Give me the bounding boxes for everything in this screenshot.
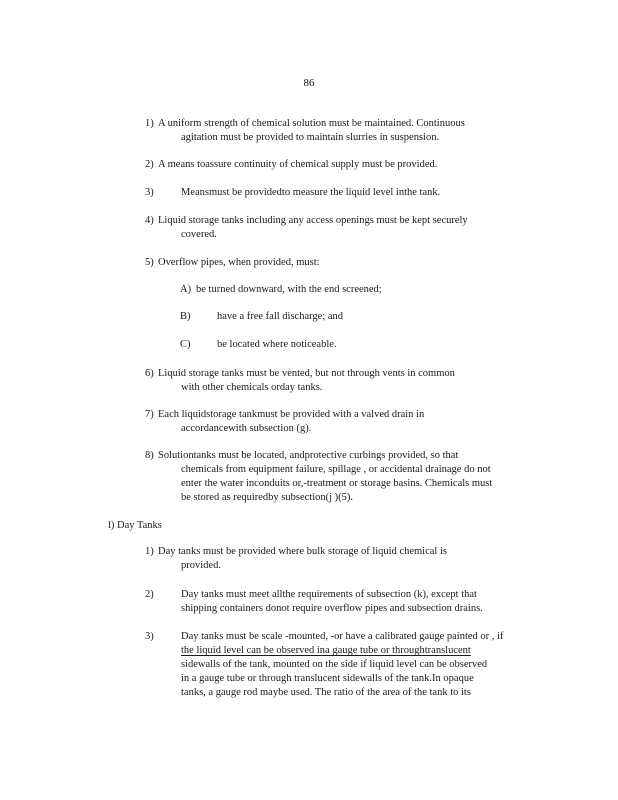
item-text: A uniform strength of chemical solution must be maintained. Continuous — [158, 118, 465, 129]
item-number: 3) — [145, 187, 154, 198]
item-text: enter the water inconduits or,-treatment or storage basins. Chemicals must — [181, 478, 493, 489]
item-number: B) — [180, 311, 191, 322]
item-number: 7) — [145, 409, 154, 420]
item-text: be turned downward, with the end screened; — [196, 284, 382, 295]
list-item — [145, 367, 455, 395]
item-number: 1) — [145, 118, 154, 129]
item-number: 2) — [145, 159, 154, 170]
list-item — [145, 545, 447, 573]
list-item — [145, 630, 503, 700]
item-text: A means toassure continuity of chemical supply must be provided. — [158, 159, 438, 170]
item-text: have a free fall discharge; and — [217, 311, 344, 322]
list-item — [145, 186, 440, 200]
item-text: Day tanks must be scale -mounted, -or have a calibrated gauge painted or , if — [181, 631, 504, 642]
item-number: 1) — [145, 546, 154, 557]
item-text: be stored as requiredby subsection(j )(5). — [181, 492, 354, 503]
section-heading: l) Day Tanks — [108, 520, 162, 531]
item-number: C) — [180, 339, 191, 350]
item-text: Liquid storage tanks including any access openings must be kept securely — [158, 215, 468, 226]
item-text: Liquid storage tanks must be vented, but not through vents in common — [158, 368, 455, 379]
sub-list-item — [180, 310, 343, 324]
item-text: in a gauge tube or through translucent sidewalls of the tank.In opaque — [181, 673, 474, 684]
item-text: sidewalls of the tank, mounted on the side if liquid level can be observed — [181, 659, 488, 670]
item-text: shipping containers donot require overflow pipes and subsection drains. — [181, 603, 483, 614]
item-text: accordancewith subsection (g). — [181, 423, 312, 434]
list-item — [145, 408, 424, 436]
item-text: provided. — [181, 560, 221, 571]
item-number: 5) — [145, 257, 154, 268]
sub-list-item — [180, 283, 382, 297]
list-item — [145, 588, 483, 616]
item-text: with other chemicals orday tanks. — [181, 382, 323, 393]
item-text: chemicals from equipment failure, spillage , or accidental drainage do not — [181, 464, 491, 475]
page-number: 86 — [303, 77, 315, 89]
list-item — [145, 158, 437, 172]
item-text: Day tanks must meet allthe requirements of subsection (k), except that — [181, 589, 477, 600]
item-number: 4) — [145, 215, 154, 226]
item-number: 2) — [145, 589, 154, 600]
item-text: Day tanks must be provided where bulk storage of liquid chemical is — [158, 546, 447, 557]
item-text: be located where noticeable. — [217, 339, 337, 350]
item-number: 8) — [145, 450, 154, 461]
list-item — [145, 256, 320, 270]
list-item — [145, 117, 465, 145]
list-item — [145, 449, 492, 505]
item-number: A) — [180, 284, 192, 295]
sub-list-item — [180, 338, 337, 352]
item-text: Solutiontanks must be located, andprotective curbings provided, so that — [158, 450, 459, 461]
item-text: Each liquidstorage tankmust be provided with a valved drain in — [158, 409, 425, 420]
item-number: 3) — [145, 631, 154, 642]
item-text: Overflow pipes, when provided, must: — [158, 257, 320, 268]
item-text: agitation must be provided to maintain slurries in suspension. — [181, 132, 440, 143]
item-text: tanks, a gauge rod maybe used. The ratio of the area of the tank to its — [181, 687, 471, 698]
list-item — [145, 214, 468, 242]
item-text: covered. — [181, 229, 217, 240]
item-text: Meansmust be providedto measure the liquid level inthe tank. — [181, 187, 441, 198]
underlined-text: the liquid level can be observed ina gauge tube or throughtranslucent — [181, 645, 471, 656]
item-number: 6) — [145, 368, 154, 379]
